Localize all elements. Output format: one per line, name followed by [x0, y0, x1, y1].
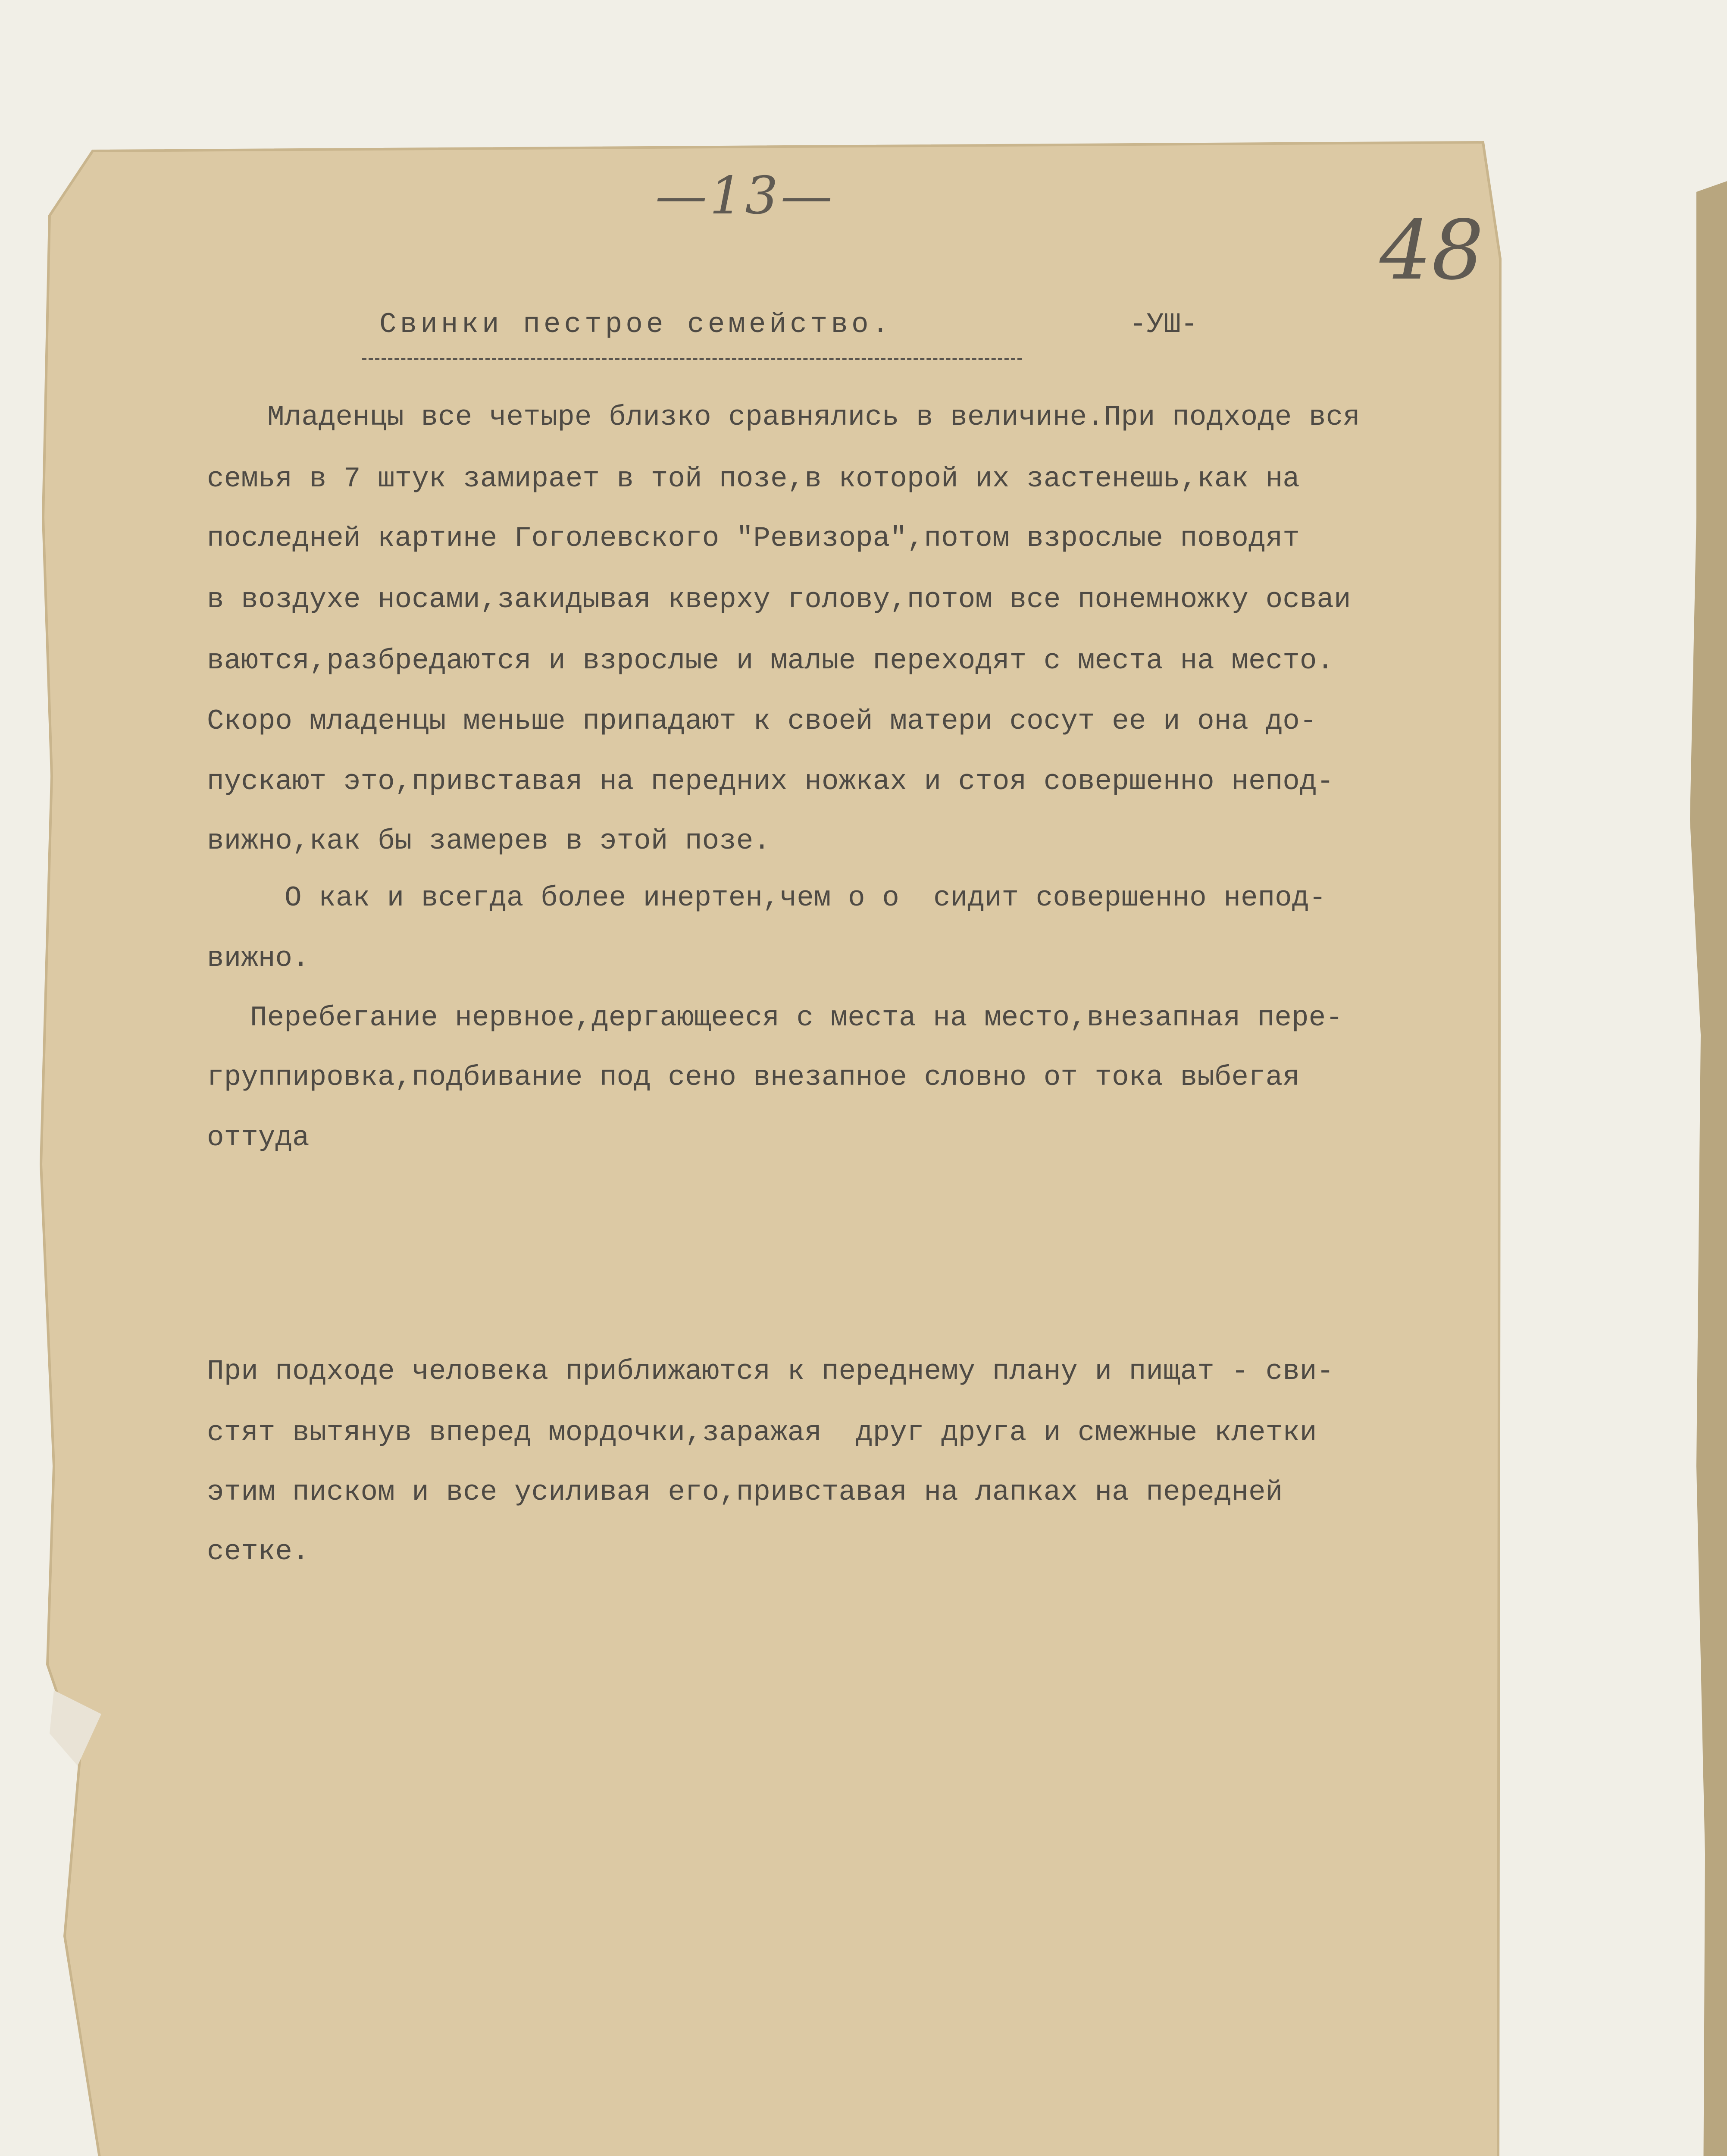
text-line: вижно. [207, 942, 310, 975]
text-line: Младенцы все четыре близко сравнялись в величине.При подходе вся [267, 401, 1360, 433]
text-line: О как и всегда более инертен,чем о о сидит совершенно непод- [285, 882, 1326, 914]
text-line: пускают это,привставая на передних ножках и стоя совершенно непод- [207, 765, 1334, 798]
text-line: ваются,разбредаются и взрослые и малые переходят с места на место. [207, 645, 1334, 677]
text-line: вижно,как бы замерев в этой позе. [207, 825, 771, 857]
text-line: группировка,подбивание под сено внезапное словно от тока выбегая [207, 1061, 1300, 1094]
title-underline [362, 358, 1022, 360]
text-line: этим писком и все усиливая его,привставая на лапках на передней [207, 1476, 1283, 1508]
text-line: в воздухе носами,закидывая кверху голову,потом все понемножку осваи [207, 583, 1351, 616]
text-line: последней картине Гоголевского "Ревизора",потом взрослые поводят [207, 522, 1300, 555]
text-line: Скоро младенцы меньше припадают к своей матери сосут ее и она до- [207, 705, 1317, 737]
text-line: При подходе человека приближаются к переднему плану и пищат - сви- [207, 1355, 1334, 1388]
document-title: Свинки пестрое семейство. [379, 308, 893, 341]
text-line: Перебегание нервное,дергающееся с места на место,внезапная пере- [250, 1002, 1343, 1034]
text-line: оттуда [207, 1122, 310, 1154]
text-line: сетке. [207, 1536, 310, 1568]
page-number: —13— [655, 166, 835, 226]
section-number: -УШ- [1129, 308, 1198, 341]
text-line: стят вытянув вперед мордочки,заражая друг друга и смежные клетки [207, 1416, 1317, 1449]
folio-number: 48 [1380, 203, 1484, 298]
text-line: семья в 7 штук замирает в той позе,в которой их застенешь,как на [207, 463, 1300, 495]
